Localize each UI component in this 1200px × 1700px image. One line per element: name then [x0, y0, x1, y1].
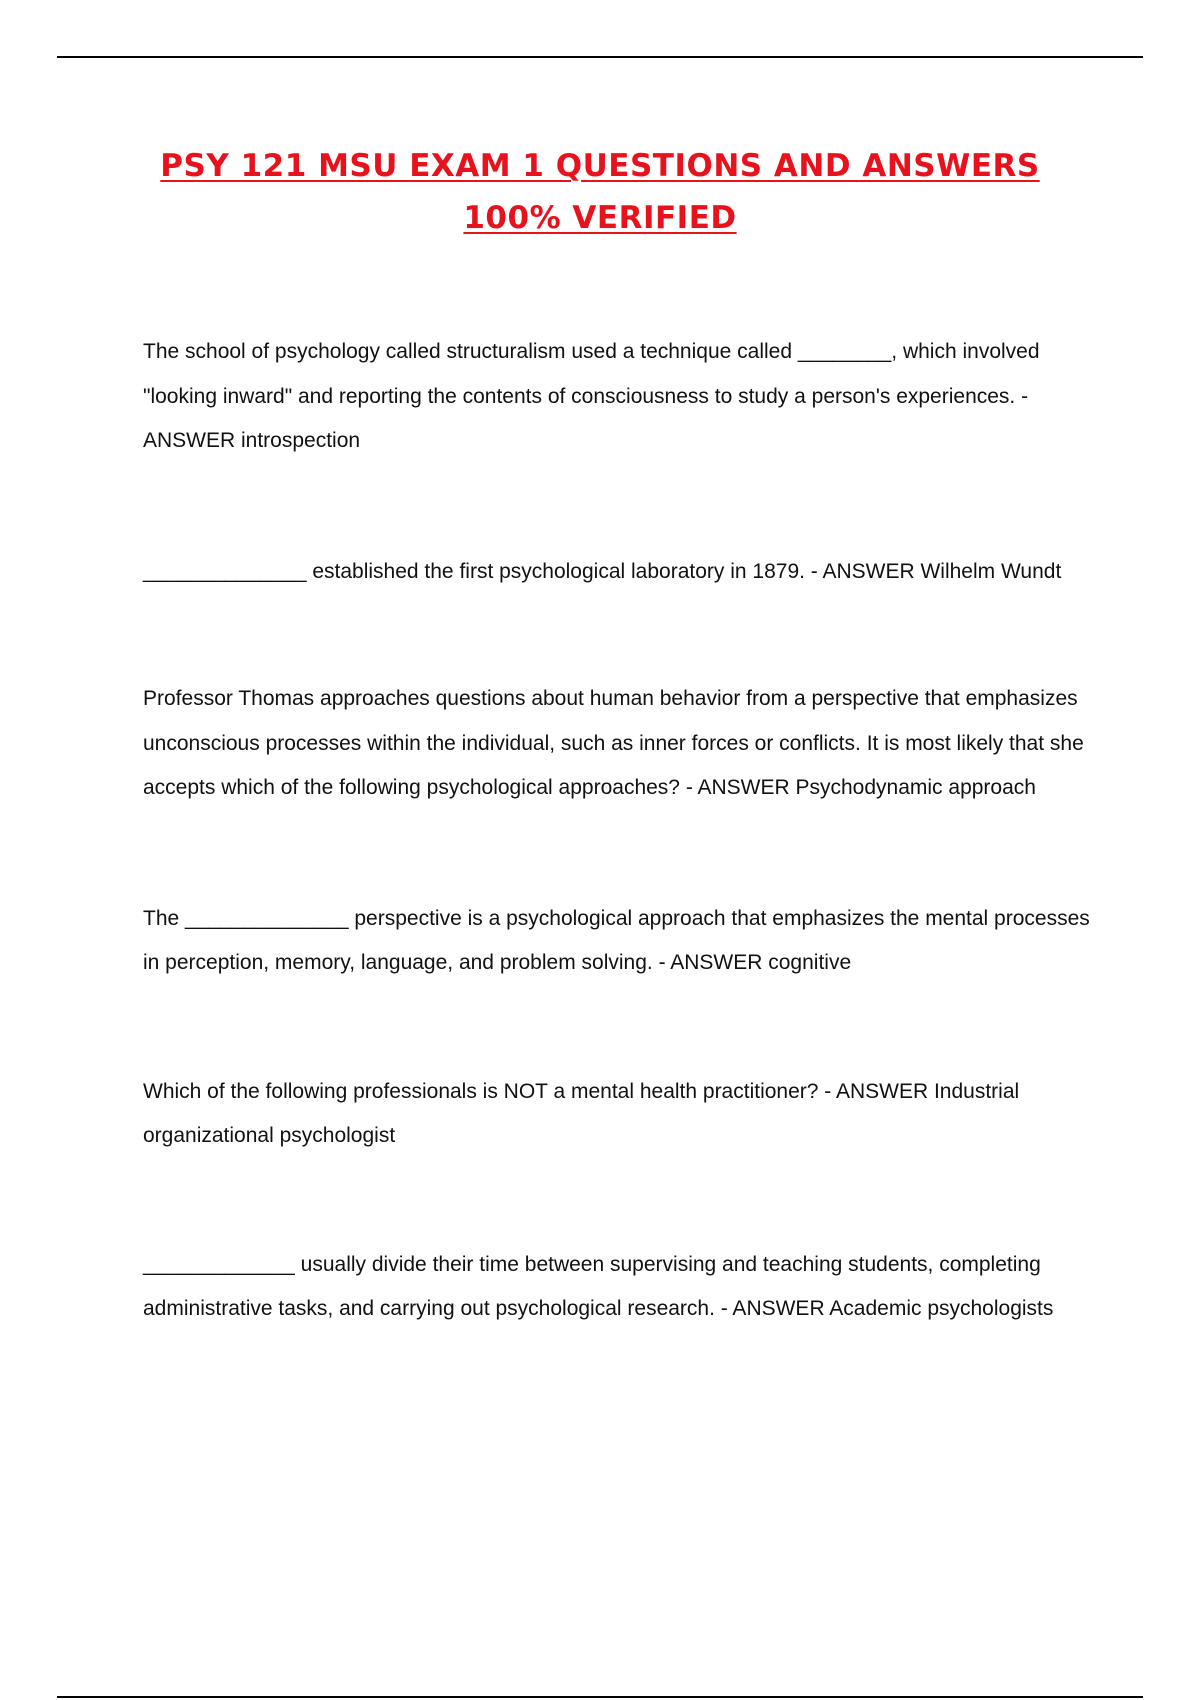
top-rule: [57, 56, 1143, 58]
qa-item: _____________ usually divide their time between supervising and teaching students, completing administrative tasks, and carrying out psychological research. - ANSWER Academic psychologists: [143, 1252, 1054, 1320]
bottom-rule: [57, 1696, 1143, 1698]
title-line-1: PSY 121 MSU EXAM 1 QUESTIONS AND ANSWERS: [160, 148, 1040, 184]
qa-item: Professor Thomas approaches questions about human behavior from a perspective that emphasizes unconscious processes within the individual, such as inner forces or conflicts. It is most likely that she accepts which of the following psychological approaches? - ANSWER Psychodynamic approach: [143, 687, 1084, 799]
qa-item: Which of the following professionals is NOT a mental health practitioner? - ANSWER Industrial organizational psychologist: [143, 1079, 1020, 1147]
qa-item: The school of psychology called structuralism used a technique called ________, which involved "looking inward" and reporting the contents of consciousness to study a person's experiences. - ANSWER introspection: [143, 340, 1040, 452]
page-title: [0, 140, 1200, 244]
qa-item: The ______________ perspective is a psychological approach that emphasizes the mental processes in perception, memory, language, and problem solving. - ANSWER cognitive: [143, 906, 1090, 974]
title-line-2: 100% VERIFIED: [463, 200, 737, 236]
qa-item: ______________ established the first psychological laboratory in 1879. - ANSWER Wilhelm Wundt: [143, 559, 1062, 583]
qa-list: [143, 330, 1103, 1418]
